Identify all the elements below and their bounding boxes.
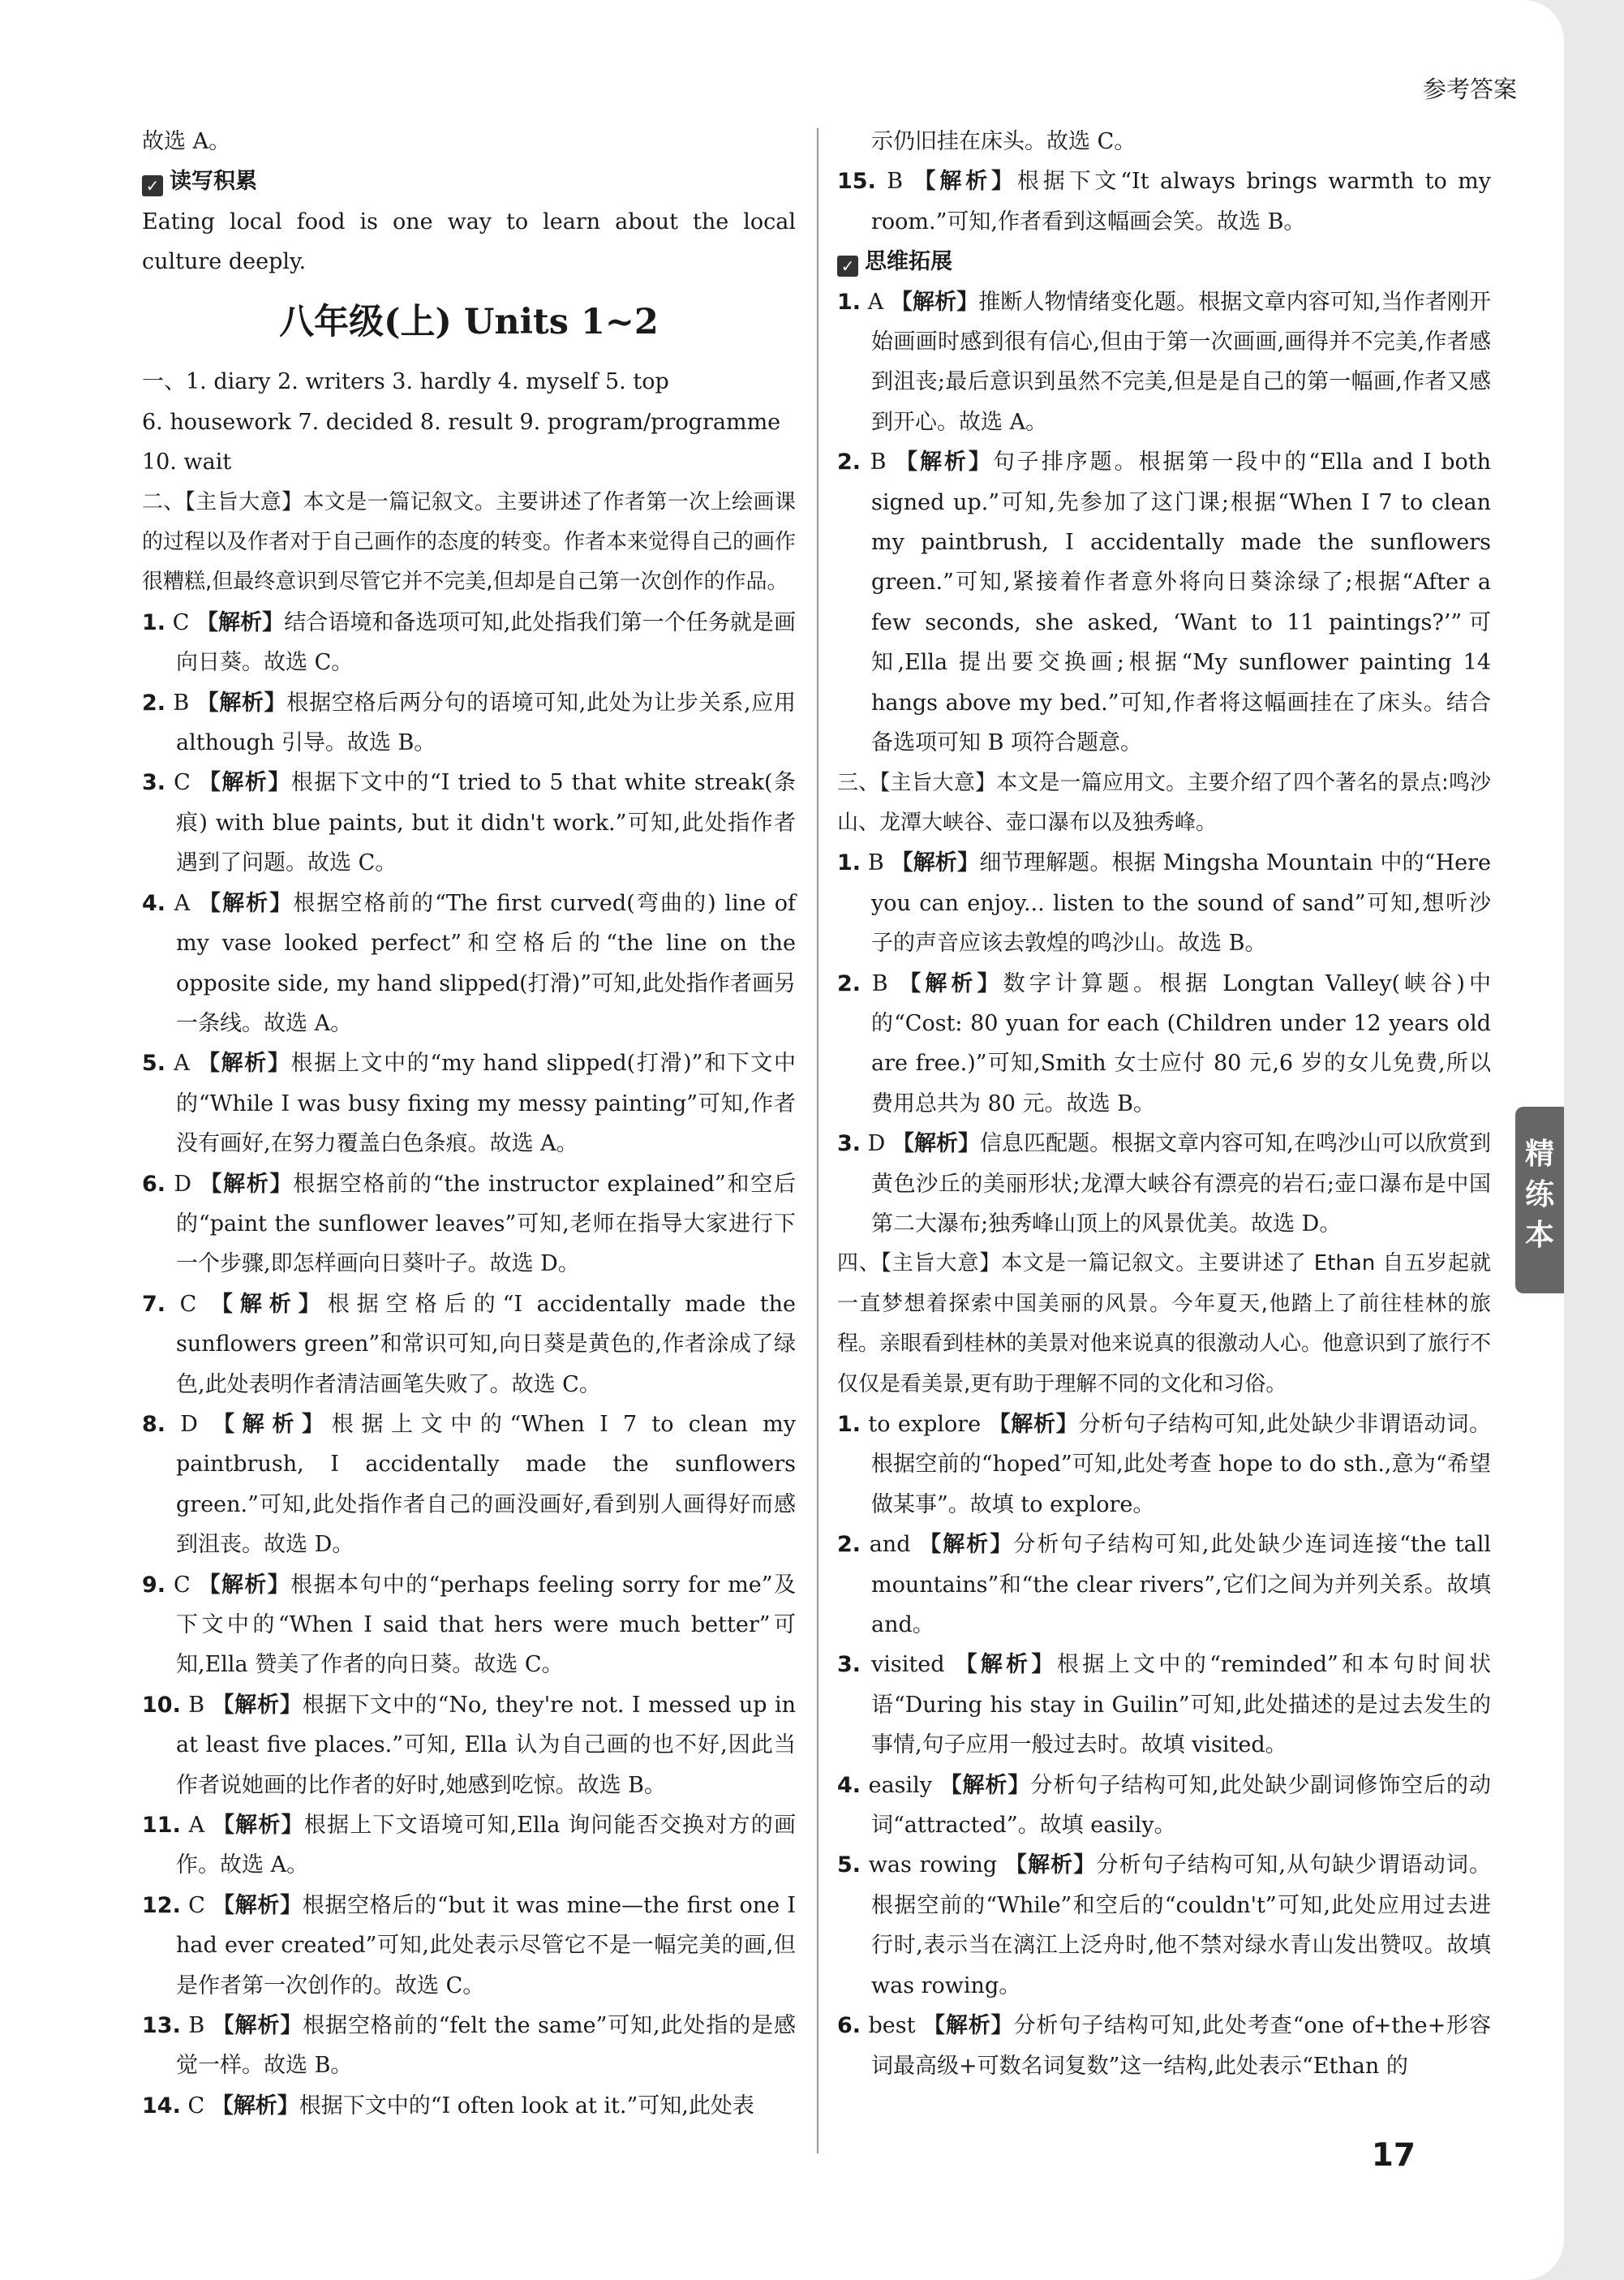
- left-column: [142, 122, 796, 2126]
- section-heading: [142, 161, 796, 201]
- side-tab-label: [1515, 1134, 1564, 1256]
- item-number: 7.: [142, 1291, 166, 1317]
- item-number: 3.: [837, 1652, 861, 1678]
- item-answer: B: [887, 169, 904, 195]
- answer-item: [837, 843, 1491, 963]
- column-divider: [817, 128, 818, 2153]
- answer-item: [837, 2006, 1491, 2086]
- answer-item: [837, 1124, 1491, 1244]
- analysis-tag: 【解析】: [1004, 1852, 1097, 1878]
- item-number: 1.: [837, 1412, 861, 1437]
- header-label: 参考答案: [1422, 75, 1517, 103]
- item-number: 4.: [142, 890, 166, 916]
- item-explanation: 分析句子结构可知,此处考查“one of+the+形容词最高级+可数名词复数”这一结构,此处表示“Ethan 的: [871, 2013, 1491, 2079]
- answer-item: [837, 1405, 1491, 1525]
- analysis-tag: 【解析】: [890, 289, 979, 315]
- item-answer: and: [869, 1532, 911, 1558]
- item-number: 2.: [837, 1532, 861, 1558]
- answer-item: [837, 1525, 1491, 1645]
- item-explanation: 分析句子结构可知,此处缺少非谓语动词。根据空前的“hoped”可知,此处考查 hope to do sth.,意为“希望做某事”。故填 to explore。: [871, 1412, 1491, 1517]
- item-explanation: 分析句子结构可知,此处缺少连词连接“the tall mountains”和“the clear rivers”,它们之间为并列关系。故填 and。: [871, 1532, 1491, 1638]
- item-number: 1.: [837, 850, 861, 876]
- item-answer: to explore: [868, 1412, 982, 1437]
- item-answer: was rowing: [868, 1852, 998, 1878]
- answer-item: [837, 1766, 1491, 1846]
- item-number: 14.: [142, 2093, 181, 2119]
- analysis-tag: 【解析】: [213, 1411, 332, 1437]
- checkbox-icon: ✓: [837, 256, 858, 277]
- answer-item: [142, 763, 796, 883]
- item-answer: B: [870, 450, 887, 475]
- continued-text: 示仍旧挂在床头。故选 C。: [871, 129, 1136, 154]
- section-heading-text: 读写积累: [170, 169, 257, 195]
- item-answer: C: [187, 2093, 205, 2119]
- analysis-tag: 【解析】: [196, 690, 287, 716]
- unit-title: 八年级(上) Units 1~2: [279, 301, 659, 342]
- item-number: 15.: [837, 169, 876, 195]
- item-answer: D: [867, 1131, 886, 1157]
- text-line: 一、1. diary 2. writers 3. hardly 4. myself 5. top: [142, 369, 669, 395]
- item-number: 10.: [142, 1692, 181, 1718]
- answer-item: [142, 1043, 796, 1164]
- item-explanation: 根据下文“It always brings warmth to my room.”可知,作者看到这幅画会笑。故选 B。: [871, 169, 1491, 234]
- analysis-tag: 【解析】: [919, 1532, 1014, 1558]
- analysis-tag: 【解析】: [198, 770, 291, 796]
- item-number: 2.: [142, 690, 166, 716]
- analysis-tag: 【解析】: [196, 609, 285, 635]
- item-answer: B: [188, 2013, 205, 2039]
- answer-item: [837, 282, 1491, 443]
- answer-item: [142, 1405, 796, 1565]
- item-explanation: 根据上文中的“reminded”和本句时间状语“During his stay in Guilin”可知,此处描述的是过去发生的事情,句子应用一般过去时。故填 visited。: [871, 1652, 1491, 1758]
- answer-item: [142, 884, 796, 1044]
- item-explanation: 根据下文中的“No, they're not. I messed up in at least five places.”可知, Ella 认为自己画的也不好,因此当作者说她画的比作者的好时,她感到吃惊。故选 B。: [176, 1692, 797, 1798]
- item-answer: B: [173, 690, 190, 716]
- item-answer: B: [867, 850, 884, 876]
- item-number: 12.: [142, 1892, 181, 1918]
- text-line: 6. housework 7. decided 8. result 9. program/programme: [142, 409, 781, 435]
- item-number: 4.: [837, 1772, 861, 1798]
- analysis-tag: 【解析】: [212, 1692, 303, 1718]
- answer-item: [142, 1685, 796, 1805]
- item-explanation: 数字计算题。根据 Longtan Valley(峡谷)中的“Cost: 80 yuan for each (Children under 12 years old are free.)”可知,Smith 女士应付 80 元,6 岁的女儿免费,所以费用总共为 80 元。故选 B。: [871, 970, 1491, 1116]
- item-explanation: 分析句子结构可知,此处缺少副词修饰空后的动词“attracted”。故填 easily。: [871, 1772, 1492, 1839]
- item-explanation: 句子排序题。根据第一段中的“Ella and I both signed up.”可知,先参加了这门课;根据“When I 7 to clean my paintbrush, I accidentally made the sunflowers green.”可知,紧接着作者意外将向日葵涂绿了;根据“After a few seconds, she asked, ‘Want to 11 paintings?’”可知,Ella 提出要交换画;根据“My sunflower painting 14 hangs above my bed.”可知,作者将这幅画挂在了床头。结合备选项可知 B 项符合题意。: [871, 450, 1491, 756]
- analysis-tag: 【解析】: [922, 2013, 1014, 2039]
- item-number: 11.: [142, 1813, 181, 1839]
- analysis-tag: 【解析】: [955, 1652, 1057, 1678]
- item-explanation: 信息匹配题。根据文章内容可知,在鸣沙山可以欣赏到黄色沙丘的美丽形状;龙潭大峡谷有漂亮的岩石;壶口瀑布是中国第二大瀑布;独秀峰山顶上的风景优美。故选 D。: [871, 1131, 1491, 1237]
- analysis-tag: 【解析】: [899, 970, 1003, 996]
- item-number: 8.: [142, 1411, 166, 1437]
- item-number: 1.: [142, 609, 166, 635]
- answer-item: [837, 964, 1491, 1125]
- item-explanation: 根据下文中的“I tried to 5 that white streak(条痕) with blue paints, but it didn't work.”可知,此处指作者遇到了问题。故选 C。: [176, 770, 797, 876]
- item-explanation: 根据上文中的“When I 7 to clean my paintbrush, I accidentally made the sunflowers green.”可知,此处指作者自己的画没画好,看到别人画得好而感到沮丧。故选 D。: [176, 1411, 797, 1558]
- item-answer: C: [174, 770, 191, 796]
- item-number: 5.: [837, 1852, 861, 1878]
- answer-item: [142, 2086, 796, 2126]
- item-number: 13.: [142, 2013, 181, 2039]
- item-explanation: 根据下文中的“I often look at it.”可知,此处表: [299, 2093, 754, 2119]
- checkbox-icon: ✓: [142, 175, 163, 196]
- item-answer: D: [174, 1171, 192, 1197]
- answer-item: [837, 1645, 1491, 1765]
- right-column: [837, 122, 1491, 2086]
- answer-item: [142, 1805, 796, 1886]
- item-explanation: 根据上文中的“my hand slipped(打滑)”和下文中的“While I was busy fixing my messy painting”可知,作者没有画好,在努力覆盖白色条痕。故选 A。: [176, 1051, 796, 1157]
- item-answer: D: [180, 1411, 198, 1437]
- item-answer: easily: [868, 1772, 933, 1798]
- analysis-tag: 【解析】: [895, 450, 993, 475]
- item-answer: B: [871, 970, 888, 996]
- item-number: 3.: [837, 1131, 861, 1157]
- item-explanation: 根据空格后的“but it was mine—the first one I had ever created”可知,此处表示尽管它不是一幅完美的画,但是作者第一次创作的。故选 C。: [176, 1892, 796, 1998]
- answer-item: [142, 603, 796, 683]
- answer-item: [837, 161, 1491, 242]
- item-answer: A: [867, 289, 884, 315]
- item-number: 3.: [142, 770, 166, 796]
- answer-item: [142, 2006, 796, 2086]
- item-answer: A: [174, 890, 191, 916]
- text-line: Eating local food is one way to learn about the local culture deeply.: [142, 209, 796, 275]
- item-number: 2.: [837, 970, 861, 996]
- answer-item: [837, 442, 1491, 763]
- item-answer: C: [179, 1291, 197, 1317]
- item-answer: C: [188, 1892, 205, 1918]
- item-number: 6.: [142, 1171, 166, 1197]
- item-explanation: 根据空格前的“felt the same”可知,此处指的是感觉一样。故选 B。: [176, 2013, 796, 2079]
- item-number: 2.: [837, 450, 861, 475]
- analysis-tag: 【解析】: [913, 169, 1017, 195]
- item-answer: best: [868, 2013, 916, 2039]
- summary-paragraph: 二、【主旨大意】本文是一篇记叙文。主要讲述了作者第一次上绘画课的过程以及作者对于自己画作的态度的转变。作者本来觉得自己的画作很糟糕,但最终意识到尽管它并不完美,但却是自己第一次创作的作品。: [142, 489, 797, 595]
- item-explanation: 根据上下文语境可知,Ella 询问能否交换对方的画作。故选 A。: [176, 1813, 796, 1878]
- side-tab-char: 精练本: [1525, 1138, 1555, 1252]
- item-explanation: 分析句子结构可知,从句缺少谓语动词。根据空前的“While”和空后的“couldn't”可知,此处应用过去进行时,表示当在漓江上泛舟时,他不禁对绿水青山发出赞叹。故填 was rowing。: [871, 1852, 1492, 1998]
- text-line: 故选 A。: [142, 129, 231, 154]
- analysis-tag: 【解析】: [212, 1813, 304, 1839]
- answer-item: [142, 1284, 796, 1405]
- item-explanation: 根据本句中的“perhaps feeling sorry for me”及下文中的“When I said that hers were much better”可知,Ella 赞美了作者的向日葵。故选 C。: [176, 1572, 796, 1678]
- item-answer: C: [174, 1572, 191, 1598]
- answer-item: [837, 1845, 1491, 2006]
- analysis-tag: 【解析】: [212, 2013, 303, 2039]
- item-answer: B: [188, 1692, 205, 1718]
- item-explanation: 根据空格前的“the instructor explained”和空后的“paint the sunflower leaves”可知,老师在指导大家进行下一个步骤,即怎样画向日葵叶子。故选 D。: [176, 1171, 797, 1277]
- analysis-tag: 【解析】: [213, 1892, 303, 1918]
- analysis-tag: 【解析】: [198, 1572, 291, 1598]
- item-explanation: 细节理解题。根据 Mingsha Mountain 中的“Here you can enjoy... listen to the sound of sand”可知,想听沙子的声音应该去敦煌的鸣沙山。故选 B。: [871, 850, 1491, 957]
- item-number: 1.: [837, 289, 861, 315]
- analysis-tag: 【解析】: [210, 1291, 328, 1317]
- item-explanation: 根据空格前的“The first curved(弯曲的) line of my vase looked perfect”和空格后的“the line on the opposite side, my hand slipped(打滑)”可知,此处指作者画另一条线。故选 A。: [176, 890, 796, 1036]
- side-tab: [1515, 1107, 1564, 1293]
- answer-item: [142, 683, 796, 764]
- analysis-tag: 【解析】: [939, 1772, 1031, 1798]
- item-answer: visited: [871, 1652, 945, 1678]
- item-number: 6.: [837, 2013, 861, 2039]
- section-heading-text: 思维拓展: [865, 249, 952, 275]
- summary-paragraph: 四、【主旨大意】本文是一篇记叙文。主要讲述了 Ethan 自五岁起就一直梦想着探索中国美丽的风景。今年夏天,他踏上了前往桂林的旅程。亲眼看到桂林的美景对他来说真的很激动人心。他意识到了旅行不仅仅是看美景,更有助于理解不同的文化和习俗。: [837, 1251, 1492, 1396]
- analysis-tag: 【解析】: [891, 1131, 980, 1157]
- item-answer: A: [174, 1051, 190, 1077]
- item-number: 5.: [142, 1051, 166, 1077]
- analysis-tag: 【解析】: [891, 850, 980, 876]
- analysis-tag: 【解析】: [198, 1051, 291, 1077]
- section-heading: [837, 242, 1491, 282]
- item-explanation: 结合语境和备选项可知,此处指我们第一个任务就是画向日葵。故选 C。: [176, 609, 796, 676]
- item-explanation: 根据空格后两分句的语境可知,此处为让步关系,应用 although 引导。故选 B。: [176, 690, 797, 756]
- analysis-tag: 【解析】: [211, 2093, 299, 2119]
- analysis-tag: 【解析】: [988, 1412, 1079, 1437]
- answer-item: [142, 1565, 796, 1685]
- summary-paragraph: 三、【主旨大意】本文是一篇应用文。主要介绍了四个著名的景点:鸣沙山、龙潭大峡谷、壶口瀑布以及独秀峰。: [837, 770, 1491, 835]
- item-answer: C: [172, 609, 190, 635]
- page-number: 17: [1371, 2137, 1416, 2174]
- answer-item: [142, 1886, 796, 2006]
- item-explanation: 推断人物情绪变化题。根据文章内容可知,当作者刚开始画画时感到很有信心,但由于第一次画画,画得并不完美,作者感到沮丧;最后意识到虽然不完美,但是是自己的第一幅画,作者又感到开心。故选 A。: [871, 289, 1491, 435]
- text-line: 10. wait: [142, 450, 232, 475]
- item-explanation: 根据空格后的“I accidentally made the sunflowers green”和常识可知,向日葵是黄色的,作者涂成了绿色,此处表明作者清洁画笔失败了。故选 C。: [176, 1291, 797, 1397]
- item-number: 9.: [142, 1572, 166, 1598]
- analysis-tag: 【解析】: [198, 890, 294, 916]
- item-answer: A: [188, 1813, 205, 1839]
- analysis-tag: 【解析】: [200, 1171, 294, 1197]
- answer-item: [142, 1164, 796, 1284]
